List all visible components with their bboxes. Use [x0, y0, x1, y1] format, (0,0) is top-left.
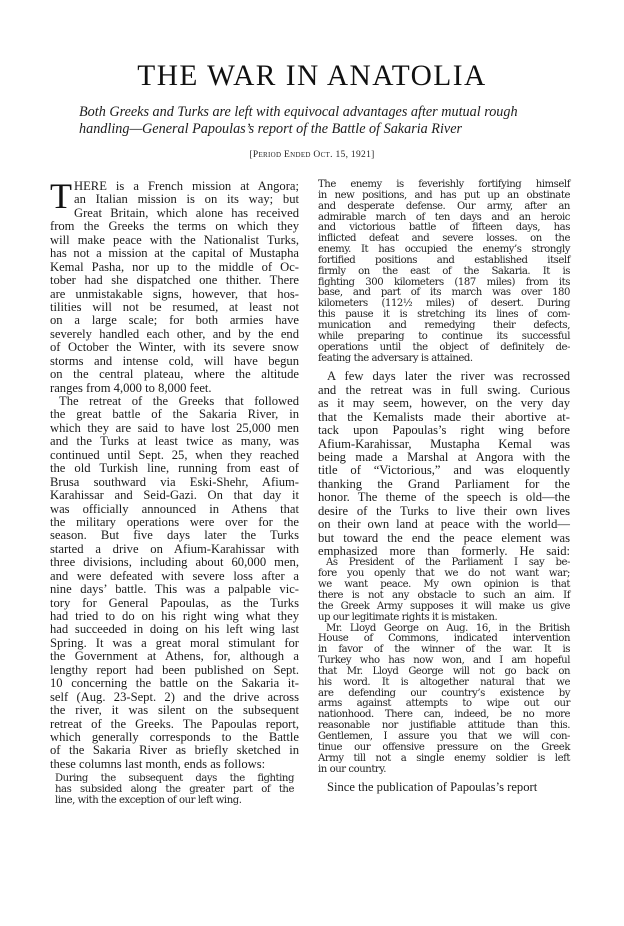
paragraph-2: [50, 395, 299, 771]
text-line: desire of the Turks to live their own lives: [318, 503, 570, 518]
text-line: Great Britain, which alone has received: [74, 205, 299, 220]
text-line: Kemal Pasha, nor up to the middle of Oc-: [50, 259, 299, 274]
text-line: ranges from 4,000 to 8,000 feet.: [50, 380, 212, 395]
text-line: honor. The theme of the speech is old—the: [318, 490, 570, 505]
quote-line: Gentlemen, I assure you that we will con-: [318, 730, 570, 742]
quote-line: base, and part of its march was over 180: [318, 287, 570, 299]
text-line: Afium-Karahissar, Mustapha Kemal was: [318, 436, 570, 451]
quote-line: there is not any obstacle to such an aim. If: [318, 590, 570, 601]
text-line: Karahissar and Seid-Gazi. On that day it: [50, 488, 299, 503]
text-line: tilities will not be resumed, at least not: [50, 299, 299, 314]
quote-line: fore you openly that we do not want war;: [318, 568, 570, 580]
quote-line: this pause it is stretching its lines of com-: [318, 309, 570, 321]
text-line: self (Aug. 23-Sept. 2) and the drive across: [50, 689, 299, 704]
quote-line: fortified positions and established itself: [318, 254, 570, 266]
text-line: A few days later the river was recrossed: [327, 369, 570, 384]
text-line: title of “Victorious,” and was eloquently: [318, 463, 570, 478]
article-title: THE WAR IN ANATOLIA: [137, 59, 487, 92]
quote-line: munication and remedying their defects,: [318, 319, 570, 331]
text-line: continued until Sept. 25, when they reached: [50, 447, 299, 462]
text-line: thanking the Grand Parliament for the: [318, 476, 570, 491]
text-line: nine days’ battle. This was a palpable vic-: [50, 582, 299, 597]
subtitle-line: Both Greeks and Turks are left with equivocal advantages after mutual rough: [79, 104, 518, 120]
quote-line: nationhood. There can, indeed, be no more: [318, 709, 570, 721]
quote-line: up our legitimate rights it is mistaken.: [318, 611, 498, 623]
quote-line: firmly on the east of the Sakaria. It is: [318, 265, 570, 277]
text-line: retreat of the Greeks. The Papoulas report,: [50, 716, 299, 731]
text-line: from the Greeks the terms on which they: [50, 219, 299, 234]
quote-line: kilometers (112½ miles) of desert. During: [318, 298, 570, 310]
text-line: which they are said to have lost 25,000 men: [50, 420, 299, 435]
quote-line: and victorious battle of fifteen days, has: [318, 222, 570, 234]
text-line: tory for General Papoulas, as the Turks: [50, 595, 299, 610]
text-line: as it may seem, however, on the very day: [318, 396, 570, 411]
text-line: started a drive on Afium-Karahissar with: [50, 541, 299, 556]
text-line: had succeeded in doing on his left wing last: [50, 622, 299, 637]
text-line: Since the publication of Papoulas’s report: [327, 780, 538, 795]
text-line: will make peace with the Nationalist Turks,: [50, 232, 299, 247]
text-line: are unmistakable signs, however, that hos-: [50, 286, 299, 301]
quote-line: and desperate defense. Our army, after an: [318, 200, 570, 212]
block-quote-kemal: [318, 558, 570, 775]
quote-line: tinue our offensive pressure on the Greek: [318, 741, 570, 753]
text-line: tack upon Papoulas’s right wing before: [318, 423, 570, 438]
text-line: lengthy report had been published on Sept.: [50, 662, 299, 677]
text-line: being made a Marshal at Angora with the: [318, 449, 570, 464]
text-line: but toward the end the peace element was: [318, 530, 570, 545]
quote-line: his word. It is altogether natural that we: [318, 676, 570, 688]
quote-line: while preparing to continue its successful: [318, 330, 570, 342]
quote-line: line, with the exception of our left wing.: [55, 794, 242, 806]
block-quote-report: [318, 180, 570, 364]
text-line: and the retreat was in full swing. Curious: [318, 382, 570, 397]
quote-line: has subsided along the greater part of the: [55, 784, 294, 796]
quote-line: inflicted defeat and severe losses. on the: [318, 233, 570, 245]
quote-line: are defending our country’s existence by: [318, 687, 570, 699]
dateline: [Period Ended Oct. 15, 1921]: [249, 150, 375, 160]
quote-line: feating the adversary is attained.: [318, 352, 473, 364]
text-line: The retreat of the Greeks that followed: [59, 394, 299, 408]
quote-line: we want peace. My own opinion is that: [318, 579, 570, 591]
quote-line: the Greek Army supposes it will make us give: [318, 600, 570, 612]
text-line: on the central plateau, where the altitude: [50, 367, 299, 382]
text-line: an Italian mission is on its way; but: [74, 192, 299, 207]
text-line: the military operations were over for the: [50, 514, 299, 529]
quote-line: reasonable nor justifiable attitude than this.: [318, 720, 570, 732]
text-line: the great battle of the Sakaria River, in: [50, 407, 299, 422]
text-line: the old Turkish line, running from east of: [50, 461, 299, 476]
text-line: which generally corresponds to the Battle: [50, 729, 299, 744]
text-line: the Government at Athens, for, although a: [50, 649, 299, 664]
dateline-date: Oct. 15, 1921: [310, 150, 372, 160]
quote-line: admirable march of ten days and an heroic: [318, 211, 570, 223]
text-line: the river, it was silent on the subsequent: [50, 703, 299, 718]
quote-line: During the subsequent days the fighting: [55, 773, 294, 785]
text-line: of October the Winter, with its severe snow: [50, 340, 299, 355]
quote-line: in favor of the winner of the war. It is: [318, 644, 570, 656]
quote-line: Army till not a single enemy soldier is left: [318, 752, 570, 764]
quote-line: Mr. Lloyd George on Aug. 16, in the British: [326, 622, 570, 634]
article-subtitle: [79, 104, 539, 138]
text-line: tober had she dispatched one thither. There: [50, 273, 299, 288]
text-line: and were defeated with severe loss after a: [50, 568, 299, 583]
quote-line: arms against attempts to wipe out our: [318, 698, 570, 710]
text-line: on their own land at peace with the world—: [318, 517, 570, 532]
text-line: had tried to do on his right wing what they: [50, 609, 299, 623]
left-column: [50, 176, 299, 807]
text-line: storms and intense cold, will have begun: [50, 353, 299, 368]
paragraph-1: [50, 176, 299, 395]
quote-line: As President of the Parliament I say be-: [326, 557, 570, 569]
quote-line: that Mr. Lloyd George will not go back on: [318, 665, 570, 677]
text-line: on a large scale; for both armies have: [50, 313, 299, 328]
text-line: has not a mission at the capital of Mustapha: [50, 246, 299, 261]
text-line: three divisions, including about 60,000 men,: [50, 555, 299, 570]
text-line: was officially announced in Athens that: [50, 501, 299, 516]
drop-cap: T: [50, 176, 72, 216]
text-line: Spring. It was a great moral stimulant for: [50, 635, 299, 650]
paragraph-4: [318, 781, 570, 794]
text-line: Brusa southward via Eski-Shehr, Afium-: [50, 474, 299, 489]
quote-line: in our country.: [318, 763, 386, 775]
quote-line: fighting 300 kilometers (187 miles) from its: [318, 276, 570, 288]
text-line: that the Kemalists made their abortive at-: [318, 409, 570, 424]
subtitle-line: handling—General Papoulas’s report of the Battle of Sakaria River: [79, 121, 463, 137]
block-quote: [50, 774, 299, 807]
quote-line: enemy. It has occupied the enemy’s strongly: [318, 244, 570, 256]
period-ended-label: Period Ended: [252, 150, 311, 160]
text-line: season. But five days later the Turks: [50, 528, 299, 543]
text-line: of the Sakaria River as briefly sketched in: [50, 743, 299, 758]
quote-line: Turkey who has now won, and I am hopeful: [318, 655, 570, 667]
paragraph-3: [318, 370, 570, 558]
quote-line: in new positions, and has put up an obstinate: [318, 189, 570, 201]
text-line: emphasized more than formerly. He said:: [318, 544, 570, 559]
text-line: these columns last month, ends as follows:: [50, 756, 266, 771]
quote-line: operations until the object of definitely de-: [318, 341, 570, 353]
text-line: severely handled each other, and by the end: [50, 326, 299, 341]
right-column: [318, 180, 570, 795]
text-line: 10 concerning the battle on the Sakaria it-: [50, 676, 299, 691]
quote-line: House of Commons, indicated intervention: [318, 633, 570, 645]
text-line: and the Turks at least twice as many, was: [50, 434, 299, 449]
text-line: HERE is a French mission at Angora;: [74, 179, 299, 193]
quote-line: The enemy is feverishly fortifying himself: [318, 179, 570, 190]
